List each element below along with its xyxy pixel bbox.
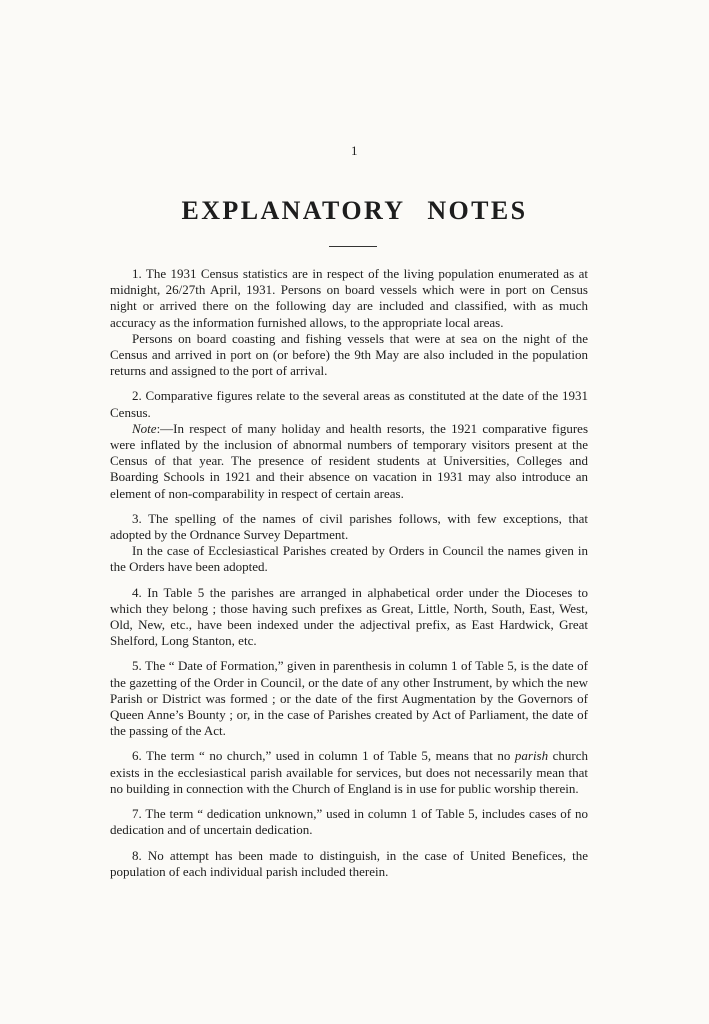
note-5-paragraph: 5. The “ Date of Formation,” given in parenthesis in column 1 of Table 5, is the date of the gazetting of the Order in Council, or the date of any other Instrument, by which the new Parish or District was formed ; or the date of the first Augmentation by the Governors of Queen Anne’s Bounty ; or, in the case of Parishes created by Act of Parliament, the date of the passing of the Act.	[110, 658, 588, 739]
note-8-paragraph: 8. No attempt has been made to distinguish, in the case of United Benefices, the population of each individual parish included therein.	[110, 847, 588, 879]
note-1-continuation-paragraph: Persons on board coasting and fishing vessels that were at sea on the night of the Census and arrived in port on (or before) the 9th May are also included in the population returns and assigned to the port of arrival.	[110, 330, 588, 379]
note-3-paragraph: 3. The spelling of the names of civil parishes follows, with few exceptions, that adopted by the Ordnance Survey Department.	[110, 510, 588, 543]
note-3-continuation-paragraph: In the case of Ecclesiastical Parishes created by Orders in Council the names given in the Orders have been adopted.	[110, 543, 588, 575]
title-divider	[329, 246, 377, 247]
note-6-italic-word: parish	[514, 748, 549, 764]
note-2-note-paragraph	[110, 421, 588, 502]
notes-body	[110, 266, 588, 880]
note-1-paragraph: 1. The 1931 Census statistics are in respect of the living population enumerated as at midnight, 26/27th April, 1931. Persons on board vessels which were in port on Census night or arrived there on the following day are included and classified, with as much accuracy as the information furnished allows, to the appropriate local areas.	[110, 266, 588, 330]
page-title: EXPLANATORY NOTES	[181, 196, 528, 225]
note-4-paragraph: 4. In Table 5 the parishes are arranged in alphabetical order under the Dioceses to which they belong ; those having such prefixes as Great, Little, North, South, East, West, Old, New, etc., have been indexed under the adjectival prefix, as East Hardwick, Great Shelford, Long Stanton, etc.	[110, 584, 588, 649]
note-7-paragraph: 7. The term “ dedication unknown,” used in column 1 of Table 5, includes cases of no dedication and of uncertain dedication.	[110, 806, 588, 838]
note-6-text-before: 6. The term “ no church,” used in column 1 of Table 5, means that no	[132, 748, 515, 764]
note-2-paragraph: 2. Comparative figures relate to the several areas as constituted at the date of the 1931 Census.	[110, 388, 588, 420]
page-number: 1	[351, 143, 358, 158]
note-6-text-after: church exists in the ecclesiastical parish available for services, but does not necessarily mean that no building in connection with the Church of England is in use for public worship therein.	[110, 748, 588, 796]
note-6-paragraph	[110, 748, 588, 797]
note-text: :—In respect of many holiday and health resorts, the 1921 comparative figures were inflated by the inclusion of abnormal numbers of temporary visitors present at the Census of that year. The presence of resident students at Universities, Colleges and Boarding Schools in 1921 and their absence on vacation in 1931 may also introduce an element of non-comparability in respect of certain areas.	[110, 420, 588, 501]
note-label: Note	[132, 420, 157, 436]
